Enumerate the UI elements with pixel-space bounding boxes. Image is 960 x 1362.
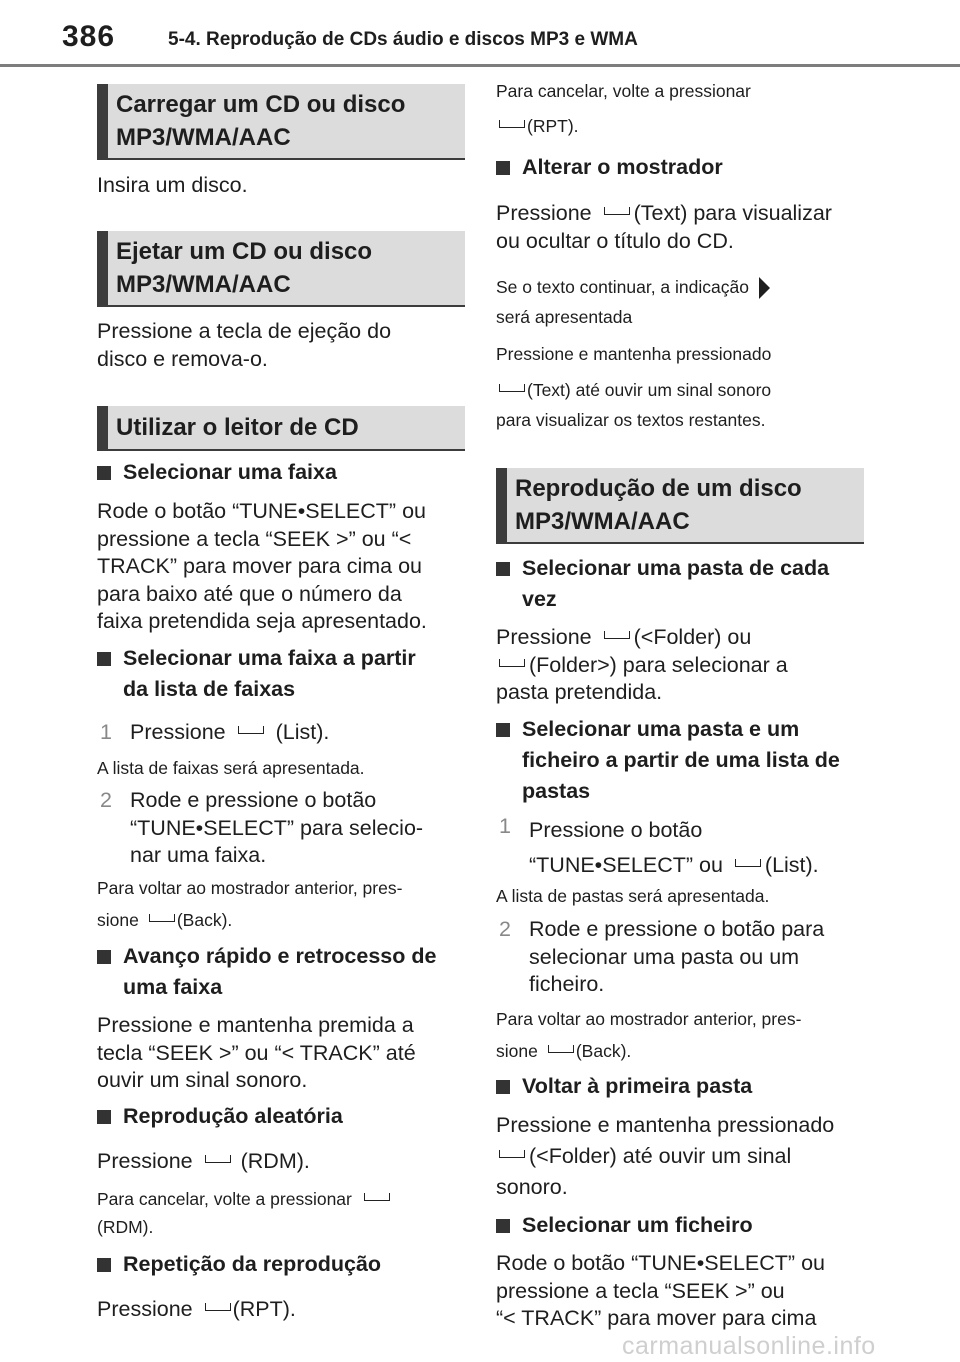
subheading-select-file: Selecionar um ficheiro bbox=[496, 1210, 841, 1241]
heading-mp3-line1: Reprodução de um disco bbox=[515, 475, 802, 502]
repeat-post: (RPT). bbox=[232, 1297, 296, 1321]
ff-text-line1: Pressione e mantenha premida a bbox=[97, 1013, 414, 1037]
ff-line2: uma faixa bbox=[123, 975, 223, 999]
random-post: (RDM). bbox=[240, 1149, 310, 1173]
random-pre: Pressione bbox=[97, 1149, 193, 1173]
fstep1-pre: “TUNE•SELECT” ou bbox=[529, 853, 723, 877]
file-line2: pressione a tecla “SEEK >” ou bbox=[496, 1278, 785, 1303]
folder-step2-text bbox=[529, 916, 864, 999]
eject-instruction bbox=[97, 318, 465, 373]
first-line1: Pressione e mantenha pressionado bbox=[496, 1113, 835, 1137]
step-number: 1 bbox=[499, 814, 511, 838]
button-icon bbox=[238, 726, 264, 734]
back-note-pre: sione bbox=[97, 910, 139, 930]
section-title: 5-4. Reprodução de CDs áudio e discos MP3 e WMA bbox=[168, 29, 638, 50]
step1-pre: Pressione bbox=[130, 720, 226, 744]
fstep1-post: (List). bbox=[764, 853, 819, 877]
track-line1: Rode o botão “TUNE•SELECT” ou bbox=[97, 499, 426, 523]
button-icon bbox=[499, 659, 525, 667]
fstep2-line1: Rode e pressione o botão para bbox=[529, 917, 825, 941]
step1-text bbox=[130, 719, 460, 747]
flist-line2: ficheiro a partir de uma lista de bbox=[522, 748, 840, 772]
folder-pre: Pressione bbox=[496, 625, 592, 649]
track-line3: TRACK” para mover para cima ou bbox=[97, 554, 422, 578]
folder-line3: pasta pretendida. bbox=[496, 680, 663, 704]
track-list-note: A lista de faixas será apresentada. bbox=[97, 758, 365, 778]
display-line2: ou ocultar o título do CD. bbox=[496, 228, 734, 253]
select-track-text bbox=[97, 498, 465, 636]
fback-post: (Back). bbox=[575, 1041, 632, 1061]
fstep1-line1: Pressione o botão bbox=[529, 818, 703, 842]
folder-sub-line2: vez bbox=[522, 587, 557, 611]
subheading-select-folder bbox=[496, 553, 841, 615]
folder-step1-text bbox=[529, 813, 864, 883]
back-note-post: (Back). bbox=[176, 910, 233, 930]
display-pre: Pressione bbox=[496, 201, 592, 225]
folder-post: (<Folder) ou bbox=[633, 625, 752, 649]
random-cancel-pre: Para cancelar, volte a pressionar bbox=[97, 1189, 352, 1209]
display-post: (Text) para visualizar bbox=[633, 201, 832, 225]
continue-arrow-icon bbox=[759, 277, 770, 299]
heading-mp3-playback bbox=[496, 468, 864, 544]
step2-text bbox=[130, 787, 465, 870]
subheading-random: Reprodução aleatória bbox=[97, 1101, 442, 1132]
file-line1: Rode o botão “TUNE•SELECT” ou bbox=[496, 1251, 825, 1275]
button-icon bbox=[364, 1193, 390, 1201]
folder-sub-line1: Selecionar uma pasta de cada bbox=[522, 556, 830, 580]
heading-eject-line2: MP3/WMA/AAC bbox=[116, 271, 291, 298]
eject-line2: disco e remova-o. bbox=[97, 346, 268, 371]
subheading-repeat: Repetição da reprodução bbox=[97, 1249, 442, 1280]
button-icon bbox=[499, 384, 525, 392]
step2-line3: nar uma faixa. bbox=[130, 843, 267, 867]
button-icon bbox=[205, 1155, 231, 1163]
track-list-line1: Selecionar uma faixa a partir bbox=[123, 646, 416, 670]
hold-line1: Pressione e mantenha pressionado bbox=[496, 344, 772, 364]
eject-line1: Pressione a tecla de ejeção do bbox=[97, 319, 392, 343]
repeat-cancel-line2: (RPT). bbox=[527, 116, 579, 136]
ff-text-line2: tecla “SEEK >” ou “< TRACK” até bbox=[97, 1040, 416, 1065]
ff-line1: Avanço rápido e retrocesso de bbox=[123, 944, 437, 968]
select-file-text bbox=[496, 1250, 864, 1333]
random-cancel-post: (RDM). bbox=[97, 1217, 154, 1237]
step-number: 2 bbox=[100, 788, 112, 812]
watermark-logo: carmanualsonline.info bbox=[622, 1332, 876, 1360]
change-display-text bbox=[496, 200, 864, 255]
first-line2: (<Folder) até ouvir um sinal bbox=[529, 1144, 792, 1168]
fback-line1: Para voltar ao mostrador anterior, pres- bbox=[496, 1009, 802, 1029]
repeat-text bbox=[97, 1296, 465, 1324]
text-continue-note bbox=[496, 274, 864, 330]
heading-mp3-line2: MP3/WMA/AAC bbox=[515, 508, 690, 535]
button-icon bbox=[205, 1303, 231, 1311]
button-icon bbox=[548, 1045, 574, 1053]
subheading-first-folder: Voltar à primeira pasta bbox=[496, 1071, 841, 1102]
subheading-folder-list bbox=[496, 714, 841, 807]
flist-line3: pastas bbox=[522, 779, 591, 803]
track-line4: para baixo até que o número da bbox=[97, 581, 402, 606]
heading-eject-line1: Ejetar um CD ou disco bbox=[116, 238, 373, 265]
heading-load-line1: Carregar um CD ou disco bbox=[116, 91, 406, 118]
continue-line1: Se o texto continuar, a indicação bbox=[496, 277, 749, 297]
load-instruction: Insira um disco. bbox=[97, 173, 248, 197]
heading-eject-disc bbox=[97, 231, 465, 307]
button-icon bbox=[735, 859, 761, 867]
hold-line2: (Text) até ouvir um sinal sonoro bbox=[527, 380, 772, 400]
fback-pre: sione bbox=[496, 1041, 538, 1061]
repeat-pre: Pressione bbox=[97, 1297, 193, 1321]
repeat-cancel-note bbox=[496, 78, 864, 139]
hold-line3: para visualizar os textos restantes. bbox=[496, 410, 766, 430]
heading-cd-label: Utilizar o leitor de CD bbox=[116, 414, 359, 441]
first-line3: sonoro. bbox=[496, 1175, 568, 1199]
page-header bbox=[0, 0, 960, 68]
page-number: 386 bbox=[62, 20, 116, 53]
hold-text-note bbox=[496, 341, 864, 433]
track-line5: faixa pretendida seja apresentado. bbox=[97, 609, 427, 633]
heading-load-disc bbox=[97, 84, 465, 160]
header-divider bbox=[0, 64, 960, 67]
ff-text-line3: ouvir um sinal sonoro. bbox=[97, 1068, 308, 1092]
button-icon bbox=[149, 914, 175, 922]
flist-line1: Selecionar uma pasta e um bbox=[522, 717, 800, 741]
first-folder-text bbox=[496, 1110, 864, 1203]
subheading-fast-forward bbox=[97, 941, 442, 1003]
track-line2: pressione a tecla “SEEK >” ou “< bbox=[97, 526, 412, 551]
back-note bbox=[97, 875, 465, 933]
heading-cd-player bbox=[97, 406, 465, 451]
step-number: 1 bbox=[100, 720, 112, 744]
random-cancel-note bbox=[97, 1186, 465, 1240]
random-text bbox=[97, 1148, 465, 1176]
step1-post: (List). bbox=[275, 720, 330, 744]
file-line3: “< TRACK” para mover para cima bbox=[496, 1306, 817, 1330]
button-icon bbox=[604, 631, 630, 639]
step2-line2: “TUNE•SELECT” para selecio- bbox=[130, 815, 424, 840]
select-folder-text bbox=[496, 624, 864, 707]
fstep2-line3: ficheiro. bbox=[529, 972, 605, 996]
button-icon bbox=[499, 1150, 525, 1158]
continue-line2: será apresentada bbox=[496, 307, 633, 327]
repeat-cancel-line1: Para cancelar, volte a pressionar bbox=[496, 81, 751, 101]
folder-line2: (Folder>) para selecionar a bbox=[529, 652, 788, 677]
subheading-select-track: Selecionar uma faixa bbox=[97, 457, 442, 488]
fstep2-line2: selecionar uma pasta ou um bbox=[529, 944, 800, 969]
back-note-line1: Para voltar ao mostrador anterior, pres- bbox=[97, 878, 403, 898]
folder-list-note: A lista de pastas será apresentada. bbox=[496, 886, 770, 906]
step2-line1: Rode e pressione o botão bbox=[130, 788, 377, 812]
button-icon bbox=[604, 207, 630, 215]
heading-load-line2: MP3/WMA/AAC bbox=[116, 124, 291, 151]
subheading-change-display: Alterar o mostrador bbox=[496, 152, 841, 183]
track-list-line2: da lista de faixas bbox=[123, 677, 296, 701]
folder-back-note bbox=[496, 1006, 864, 1064]
fast-forward-text bbox=[97, 1012, 465, 1095]
button-icon bbox=[499, 120, 525, 128]
subheading-track-list bbox=[97, 643, 442, 705]
step-number: 2 bbox=[499, 917, 511, 941]
